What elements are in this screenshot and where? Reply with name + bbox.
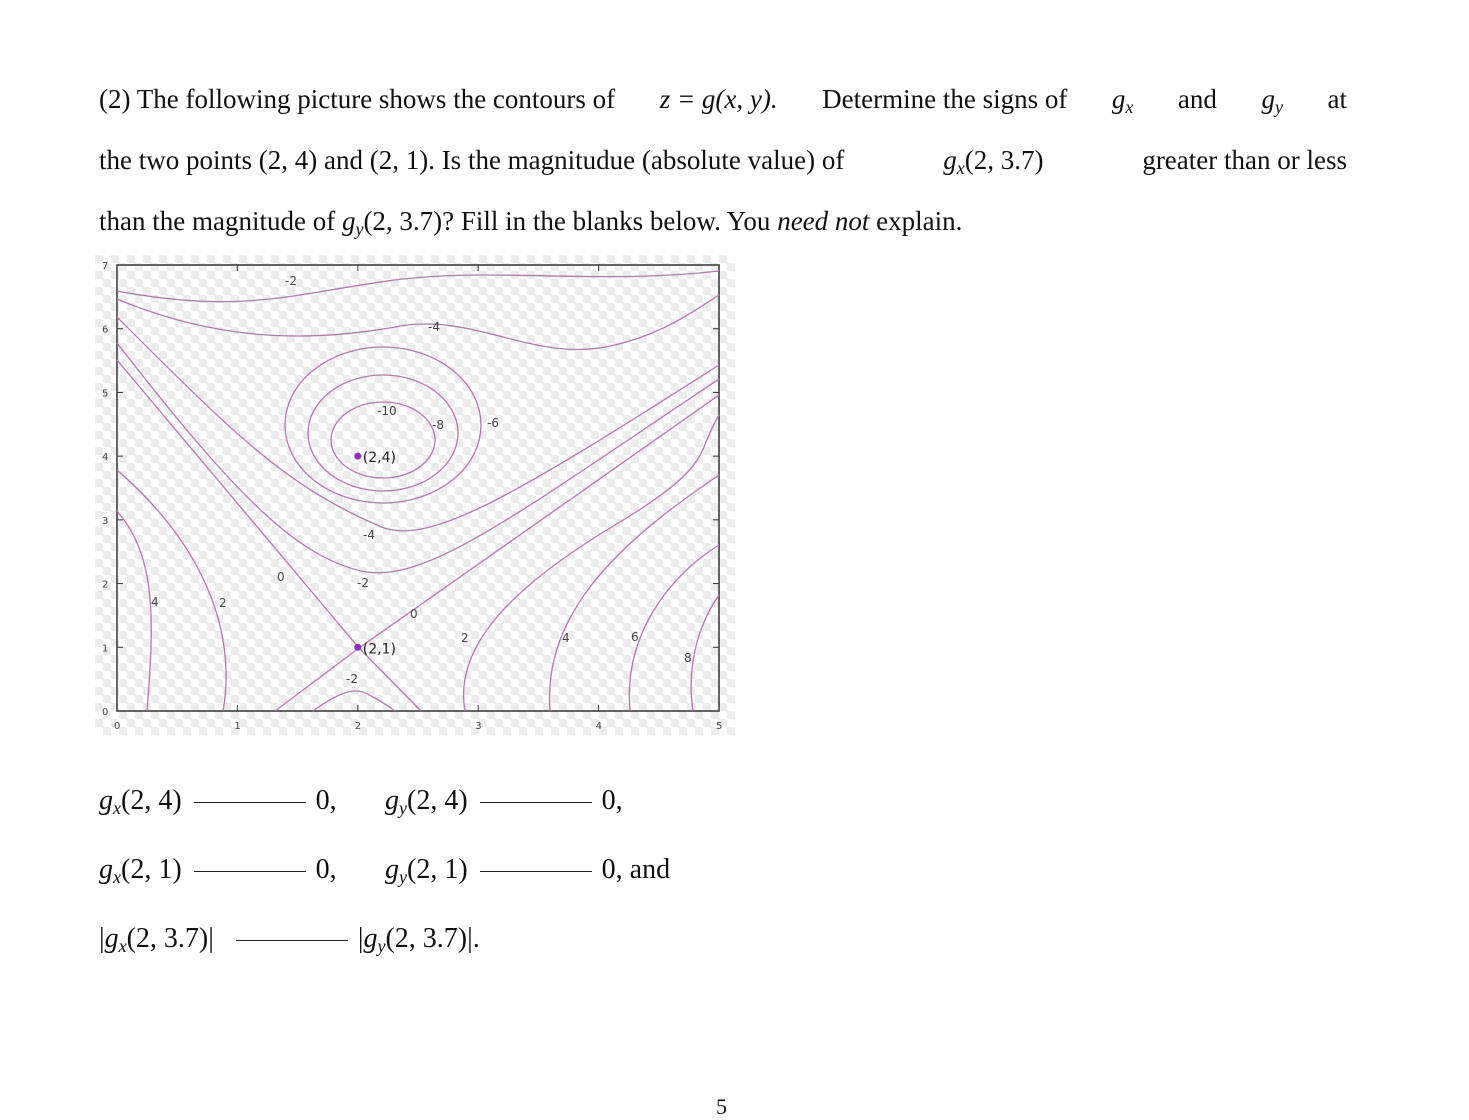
y-tick-label: 7 bbox=[102, 261, 109, 272]
text: Determine the signs of bbox=[822, 84, 1068, 114]
contour-label: 4 bbox=[151, 595, 159, 609]
y-tick-label: 2 bbox=[102, 579, 109, 591]
blank-gy-2-4[interactable] bbox=[480, 801, 592, 803]
problem-line-3 bbox=[99, 206, 962, 240]
sub: x bbox=[113, 867, 121, 887]
math-arg: (2, 1) bbox=[407, 854, 468, 885]
contour-label: -2 bbox=[285, 274, 297, 288]
math-g: g bbox=[385, 785, 399, 816]
contour-label: 4 bbox=[562, 631, 570, 645]
blank-gy-2-1[interactable] bbox=[480, 870, 592, 872]
answer-row-1 bbox=[99, 785, 337, 819]
text: ? Fill in the blanks below. You bbox=[442, 206, 771, 236]
sub: x bbox=[1125, 97, 1134, 117]
text: the two points (2, 4) and (2, 1). Is the magnitudue (absolute value) of bbox=[99, 145, 845, 175]
sub: y bbox=[399, 867, 407, 887]
answer-row-1b bbox=[385, 785, 623, 819]
contour-label: -4 bbox=[428, 320, 440, 334]
blank-gx-2-1[interactable] bbox=[194, 870, 306, 872]
sub: y bbox=[355, 219, 364, 239]
transparency-background bbox=[95, 255, 735, 735]
y-tick-label: 6 bbox=[102, 324, 109, 336]
y-tick-label: 4 bbox=[102, 452, 109, 464]
math-arg: (2, 4) bbox=[407, 785, 468, 816]
abs-bar: | bbox=[357, 923, 364, 954]
math-g: g bbox=[1261, 84, 1275, 114]
contour-label: 0 bbox=[277, 570, 285, 584]
text: (2) The following picture shows the contours of bbox=[99, 84, 616, 114]
sub: x bbox=[956, 158, 965, 178]
math-arg: (2, 3.7) bbox=[964, 145, 1044, 175]
answer-row-2b bbox=[385, 854, 670, 888]
answer-row-2 bbox=[99, 854, 337, 888]
math-g: g bbox=[104, 923, 119, 954]
x-tick-label: 2 bbox=[354, 721, 362, 732]
text: and bbox=[1177, 84, 1217, 114]
x-tick-label: 5 bbox=[716, 721, 723, 732]
emphasis: need not bbox=[777, 206, 870, 236]
problem-line-2 bbox=[99, 145, 1347, 179]
sub: y bbox=[399, 798, 407, 818]
math-arg: (2, 3.7)| bbox=[126, 923, 214, 954]
contour-label: -2 bbox=[357, 576, 369, 590]
sub: x bbox=[113, 798, 121, 818]
math-g: g bbox=[943, 145, 957, 175]
text: than the magnitude of bbox=[99, 206, 336, 236]
sub: y bbox=[1274, 97, 1283, 117]
point-label: (2,4) bbox=[362, 450, 397, 467]
y-tick-label: 0 bbox=[102, 707, 109, 718]
contour-label: -10 bbox=[377, 404, 397, 418]
rhs: 0, and bbox=[601, 854, 671, 885]
x-tick-label: 1 bbox=[234, 721, 241, 732]
math-g: g bbox=[99, 854, 113, 885]
y-tick-label: 5 bbox=[102, 388, 109, 400]
point-marker bbox=[354, 453, 361, 460]
y-tick-label: 1 bbox=[102, 643, 109, 655]
abs-bar: | bbox=[99, 923, 105, 954]
answer-row-3 bbox=[99, 923, 480, 957]
blank-gx-2-4[interactable] bbox=[194, 801, 306, 803]
sub: x bbox=[118, 936, 127, 956]
math-arg: (2, 4) bbox=[121, 785, 182, 816]
contour-label: 8 bbox=[684, 651, 692, 665]
math-arg: (2, 3.7)|. bbox=[385, 923, 480, 954]
text: at bbox=[1327, 84, 1347, 114]
contour-label: -6 bbox=[487, 416, 499, 430]
x-tick-label: 0 bbox=[114, 721, 121, 732]
contour-label: 2 bbox=[461, 631, 469, 645]
text: explain. bbox=[876, 206, 963, 236]
x-tick-label: 4 bbox=[595, 721, 602, 732]
math-arg: (2, 1) bbox=[121, 854, 182, 885]
contour-label: 0 bbox=[410, 607, 418, 621]
contour-label: -8 bbox=[432, 418, 444, 432]
rhs: 0, bbox=[315, 854, 337, 885]
text: greater than or less bbox=[1142, 145, 1347, 175]
math-z: z = g(x, y). bbox=[659, 84, 778, 114]
rhs: 0, bbox=[315, 785, 337, 816]
y-tick-label: 3 bbox=[102, 515, 109, 527]
contour-plot bbox=[95, 255, 735, 735]
math-g: g bbox=[363, 923, 378, 954]
x-tick-label: 3 bbox=[475, 721, 482, 732]
math-g: g bbox=[99, 785, 113, 816]
math-g: g bbox=[385, 854, 399, 885]
blank-magnitude-compare[interactable] bbox=[236, 939, 348, 941]
contour-label: 2 bbox=[219, 596, 227, 610]
math-g: g bbox=[1111, 84, 1126, 114]
point-marker bbox=[354, 644, 361, 651]
contour-label: -2 bbox=[346, 672, 358, 686]
contour-label: -4 bbox=[363, 528, 375, 542]
sub: y bbox=[377, 936, 386, 956]
rhs: 0, bbox=[601, 785, 623, 816]
page-number: 5 bbox=[716, 1094, 727, 1119]
problem-line-1 bbox=[99, 84, 1347, 118]
contour-label: 6 bbox=[631, 630, 639, 644]
math-g: g bbox=[341, 206, 356, 236]
math-arg: (2, 3.7) bbox=[363, 206, 443, 236]
point-label: (2,1) bbox=[362, 641, 397, 658]
